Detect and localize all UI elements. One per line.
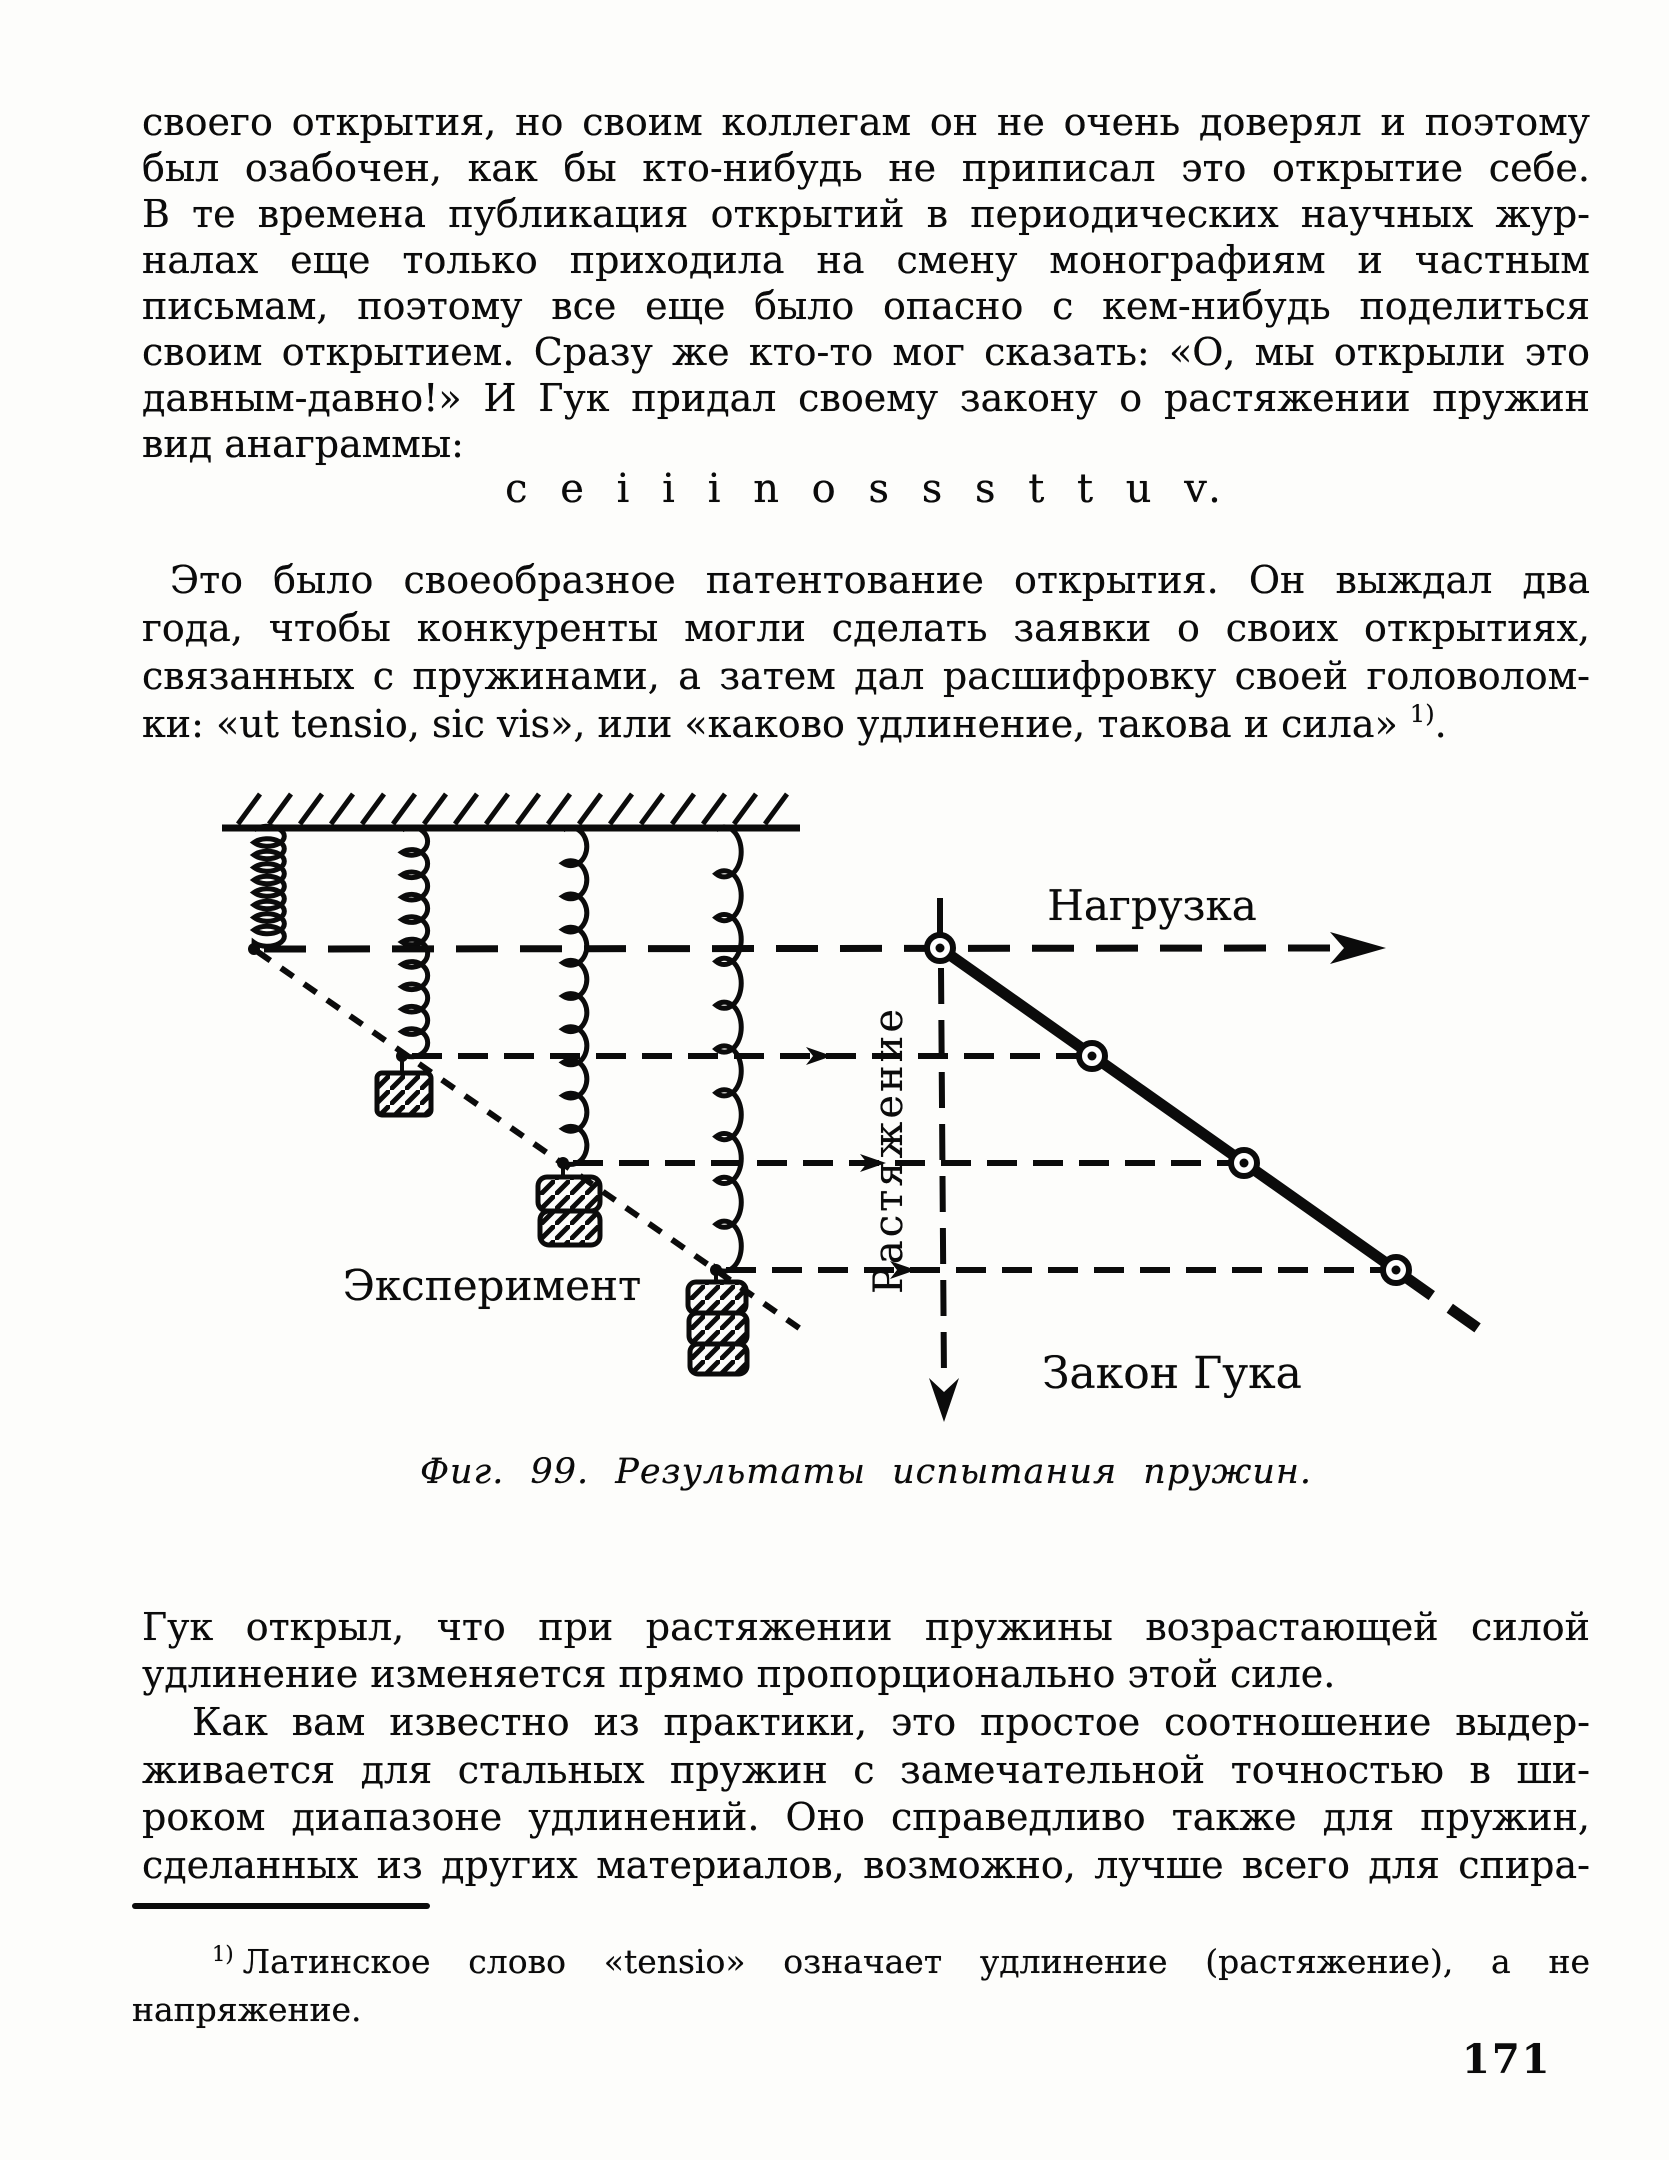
text-line: своего открытия, но своим коллегам он не очень доверял и поэтому xyxy=(142,100,1590,144)
weight-block xyxy=(377,1073,431,1115)
hookes-law-line xyxy=(940,948,1396,1270)
footnote-text: Латинское слово «tensio» означает удлинение (растяжение), а не xyxy=(242,1942,1590,1981)
text-segment: ки: «ut tensio, sic vis», или «каково удлинение, такова и сила» xyxy=(142,702,1410,746)
load-axis-dashed-line xyxy=(264,948,1330,949)
figure-springs-diagram xyxy=(0,760,1669,1450)
text-line xyxy=(142,702,1590,749)
hookes-law-label: Закон Гука xyxy=(1042,1348,1302,1399)
figure-caption: Фиг. 99. Результаты испытания пружин. xyxy=(419,1452,1313,1492)
text-line: своим открытием. Сразу же кто-то мог сказать: «О, мы открыли это xyxy=(142,330,1590,374)
footnote-line xyxy=(142,1942,1590,1989)
footnote-marker: 1) xyxy=(212,1942,234,1966)
weight-block xyxy=(689,1313,747,1344)
load-axis-label: Нагрузка xyxy=(1047,881,1257,930)
experiment-label: Эксперимент xyxy=(342,1261,642,1310)
spring-3 xyxy=(563,828,587,1165)
hookes-law-line-continuation xyxy=(1404,1276,1482,1331)
text-segment: . xyxy=(1434,702,1447,746)
text-line: Как вам известно из практики, это простое соотношение выдер- xyxy=(192,1700,1590,1744)
extension-axis-label: Растяжение xyxy=(866,1006,912,1294)
text-line: роком диапазоне удлинений. Оно справедливо также для пружин, xyxy=(142,1795,1590,1839)
footnote-rule xyxy=(132,1903,430,1909)
down-arrowhead-icon xyxy=(929,1378,959,1422)
spring-2 xyxy=(402,827,428,1057)
text-line: связанных с пружинами, а затем дал расшифровку своей головолом- xyxy=(142,654,1590,698)
spring-1 xyxy=(254,826,284,946)
footnote-line: напряжение. xyxy=(132,1990,362,2029)
text-line: Гук открыл, что при растяжении пружины возрастающей силой xyxy=(142,1605,1590,1649)
anagram-line: c e i i i n o s s s t t u v. xyxy=(505,466,1227,512)
text-line: был озабочен, как бы кто-нибудь не приписал это открытие себе. xyxy=(142,146,1590,190)
text-line: Это было своеобразное патентование открытия. Он выждал два xyxy=(170,558,1590,602)
spring-4 xyxy=(716,827,741,1271)
page-number: 171 xyxy=(1462,2036,1552,2083)
weight-block xyxy=(690,1344,747,1374)
text-line: сделанных из других материалов, возможно, лучше всего для спира- xyxy=(142,1843,1590,1887)
text-line: письмам, поэтому все еще было опасно с кем-нибудь поделиться xyxy=(142,284,1590,328)
text-line: удлинение изменяется прямо пропорционально этой силе. xyxy=(142,1652,1336,1696)
text-line: налах еще только приходила на смену монографиям и частным xyxy=(142,238,1590,282)
text-line: давным-давно!» И Гук придал своему закону о растяжении пружин xyxy=(142,376,1590,420)
text-line: живается для стальных пружин с замечательной точностью в ши- xyxy=(142,1748,1590,1792)
weight-block xyxy=(540,1211,600,1245)
text-line: года, чтобы конкуренты могли сделать заявки о своих открытиях, xyxy=(142,606,1590,650)
text-line: В те времена публикация открытий в периодических научных жур- xyxy=(142,192,1590,236)
text-line: вид анаграммы: xyxy=(142,422,464,466)
footnote-reference: 1) xyxy=(1409,700,1435,728)
load-arrowhead-icon xyxy=(1330,932,1386,964)
ceiling xyxy=(222,794,800,828)
weight-block xyxy=(688,1282,746,1313)
